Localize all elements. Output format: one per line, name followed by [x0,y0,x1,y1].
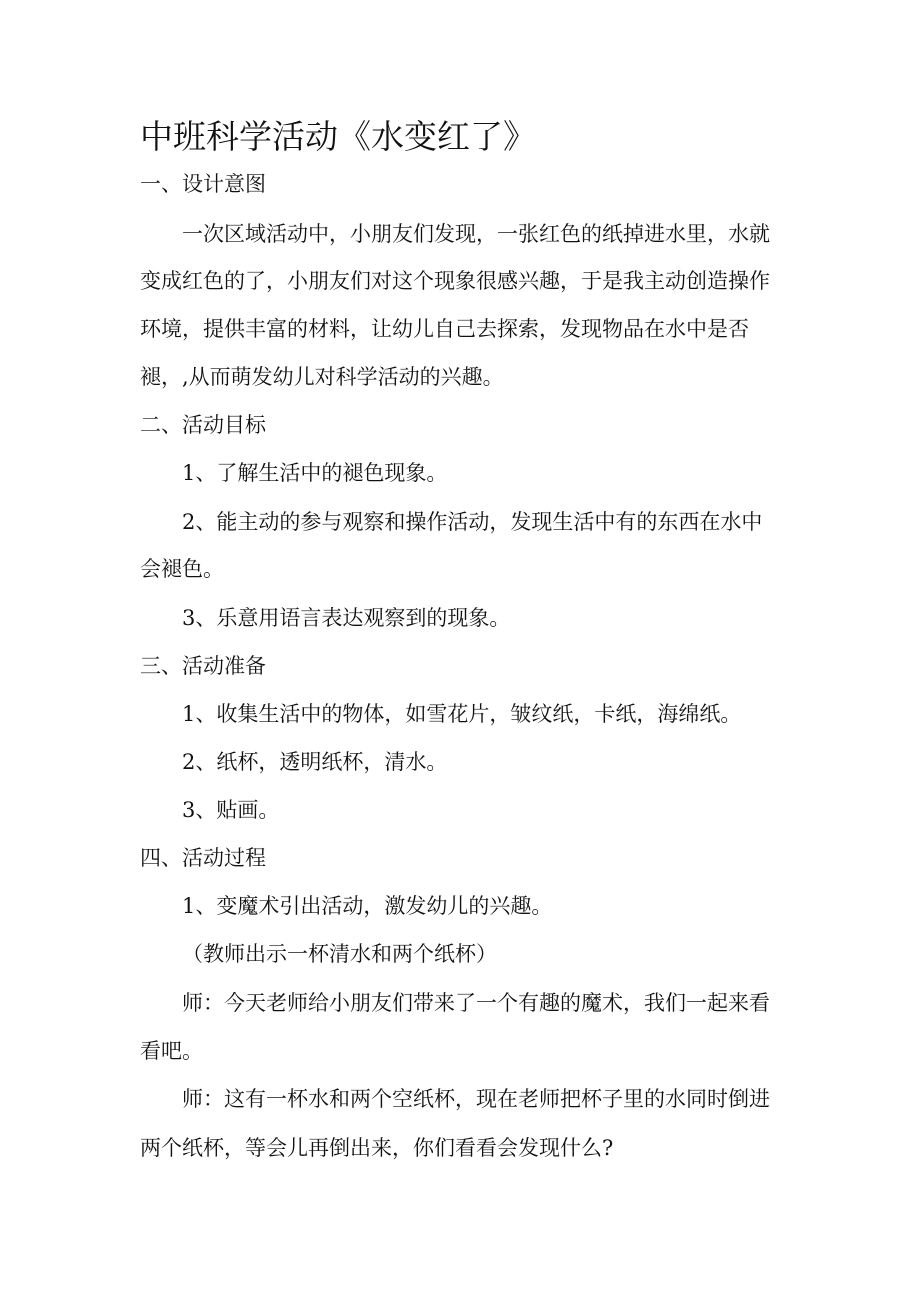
paragraph-line: 褪，,从而萌发幼儿对科学活动的兴趣。 [140,365,504,389]
dialogue-continuation: 看吧。 [140,1039,203,1063]
list-item: 1、收集生活中的物体，如雪花片，皱纹纸，卡纸，海绵纸。 [182,702,742,726]
dialogue-line: 师：今天老师给小朋友们带来了一个有趣的魔术，我们一起来看 [182,991,770,1015]
dialogue-line: 师：这有一杯水和两个空纸杯，现在老师把杯子里的水同时倒进 [182,1087,770,1111]
stage-direction: （教师出示一杯清水和两个纸杯） [182,942,497,966]
list-item: 1、了解生活中的褪色现象。 [182,461,448,485]
section-heading-design-intent: 一、设计意图 [140,172,266,196]
dialogue-continuation: 两个纸杯，等会儿再倒出来，你们看看会发现什么? [140,1136,614,1160]
paragraph-line: 变成红色的了，小朋友们对这个现象很感兴趣，于是我主动创造操作 [140,269,770,293]
document-title: 中班科学活动《水变红了》 [140,117,536,156]
list-item: 1、变魔术引出活动，激发幼儿的兴趣。 [182,894,553,918]
paragraph-line: 环境，提供丰富的材料，让幼儿自己去探索，发现物品在水中是否 [140,317,749,341]
section-heading-activity-goals: 二、活动目标 [140,413,266,437]
list-item: 2、能主动的参与观察和操作活动，发现生活中有的东西在水中 [182,510,763,534]
list-item: 3、乐意用语言表达观察到的现象。 [182,606,511,630]
list-item: 3、贴画。 [182,798,280,822]
section-heading-activity-process: 四、活动过程 [140,846,266,870]
paragraph-line: 一次区域活动中，小朋友们发现，一张红色的纸掉进水里，水就 [182,222,770,246]
list-item: 2、纸杯，透明纸杯，清水。 [182,750,448,774]
list-item-continuation: 会褪色。 [140,557,224,581]
section-heading-activity-prep: 三、活动准备 [140,654,266,678]
